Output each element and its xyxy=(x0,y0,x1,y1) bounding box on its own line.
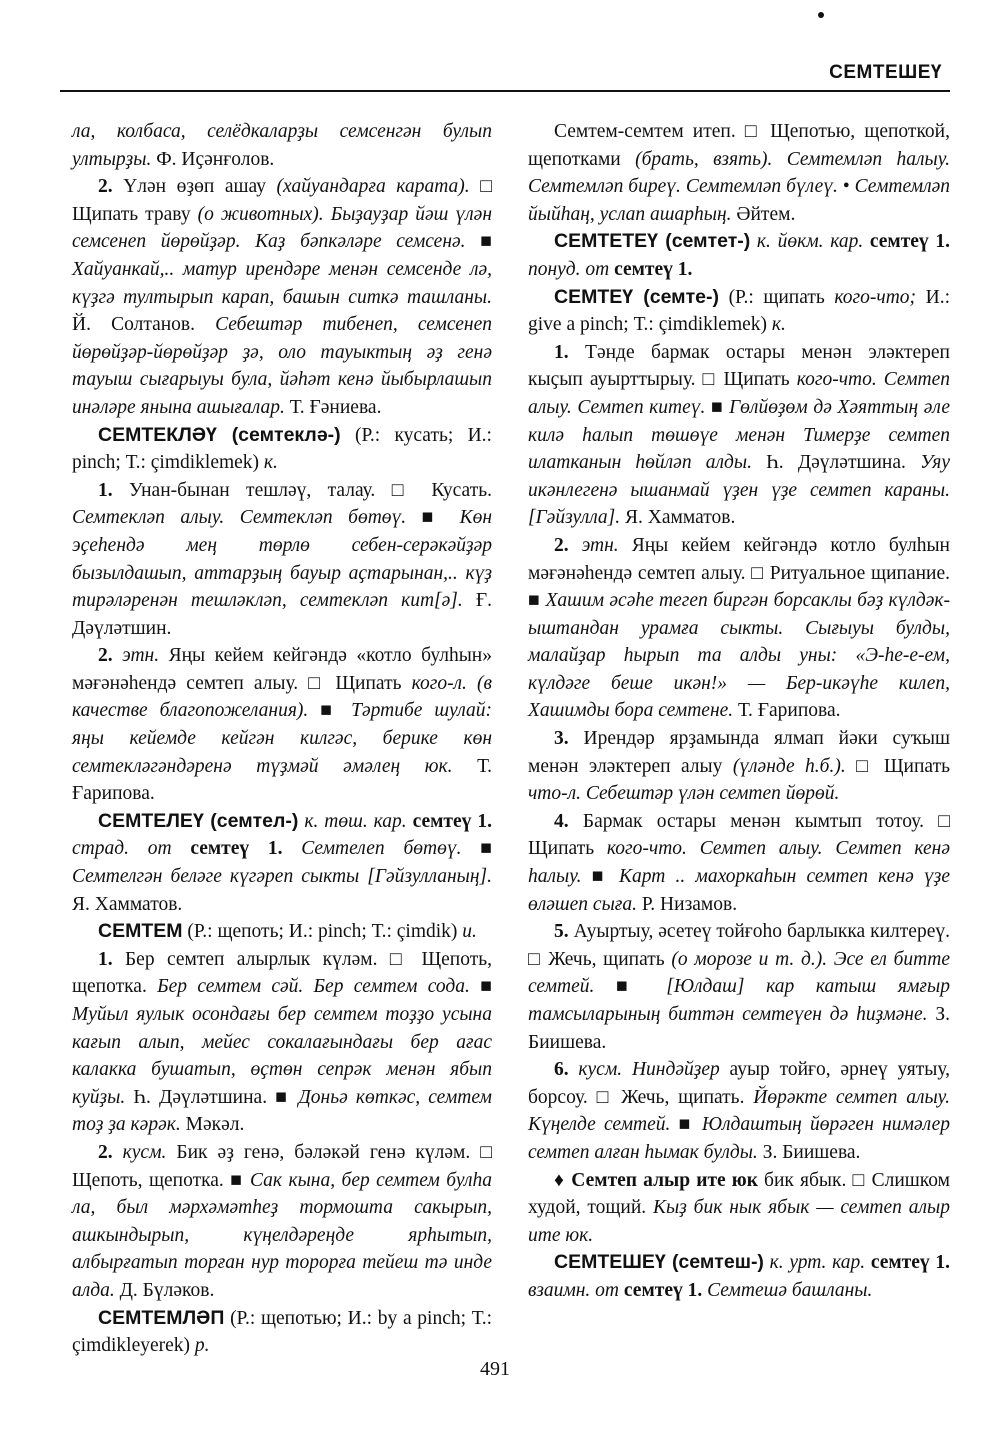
text-segment: Семтешә башланы. xyxy=(702,1279,873,1301)
text-segment: бик ябык. □ Слишком худой, тощий. xyxy=(528,1169,950,1219)
entry-headword: СЕМТЕЛЕҮ (семтел-) xyxy=(98,809,299,832)
text-segment: (о морозе и т. д.). Эсе ел битте семтей. xyxy=(528,948,950,998)
text-segment: (Р.: щепоть; И.: pinch; Т.: çimdik) xyxy=(182,921,463,943)
dictionary-paragraph xyxy=(528,918,950,1056)
text-segment: понуд. от xyxy=(528,258,610,280)
text-segment: семтеү 1. xyxy=(863,231,950,253)
text-segment: (Р.: щепотью; И.: by a pinch; Т.: çimdikleyerek) xyxy=(72,1307,492,1357)
text-segment: взаимн. от xyxy=(528,1279,620,1301)
text-segment: семтеү 1. xyxy=(406,810,492,832)
text-segment: ■ xyxy=(670,1114,702,1136)
text-segment: кого-что. Семтеп алыу. Семтеп китеү. xyxy=(528,369,950,418)
text-segment: что-л. Себештәр үлән семтеп йөрөй. xyxy=(528,783,840,805)
text-segment: З. Биишева. xyxy=(757,1141,861,1163)
text-segment: ■ xyxy=(465,231,492,253)
text-segment xyxy=(622,1059,632,1080)
text-segment: Уяу икәнлегенә ышанмай үҙен үҙе семтеп караны. [Гәйзулла]. xyxy=(528,452,950,529)
entry-headword: СЕМТЕҮ (семте-) xyxy=(554,285,719,308)
dictionary-paragraph xyxy=(528,725,950,808)
text-segment: ■ xyxy=(461,838,493,860)
text-segment: Көн эҫеһендә мең төрлө себен-серәкәйҙәр бызылдашып, аттарҙың бауыр аҫтарынан,.. күҙ тирәләренән тешләкләп, семтекләп кит[ә]. xyxy=(72,507,492,612)
dictionary-paragraph xyxy=(528,339,950,532)
right-column xyxy=(528,118,950,1305)
text-segment: Карт .. махоркаһын семтеп кенә үҙе өләшеп сыға. xyxy=(528,866,950,915)
text-segment: кого-что. Семтеп алыу. Семтеп кенә һалыу. xyxy=(528,838,950,888)
text-segment: Кыҙ бик нык ябык — семтеп алыр ите юк. xyxy=(528,1197,950,1246)
text-segment: Бик әҙ генә, бәләкәй генә күләм. □ Щепоть, щепотка. ■ xyxy=(72,1141,492,1191)
text-segment: 2. xyxy=(554,534,569,556)
text-segment: Һ. Дәүләтшина. xyxy=(125,1086,276,1108)
page-header xyxy=(60,58,950,92)
text-segment: ■ xyxy=(406,507,460,529)
text-segment: Семтем-семтем итеп. □ Щепотью, щепоткой, щепотками xyxy=(528,121,950,170)
text-segment: Семтелеп бөтөү. xyxy=(282,838,462,860)
text-segment: Семтекләп алыу. Семтекләп бөтөү. xyxy=(72,507,407,529)
text-segment: ■ xyxy=(581,866,619,888)
text-segment: Гөлйөҙөм дә Хәяттың әле килә һалып төшөүе менән Тимерҙе семтеп илатканын һөйләп алды. xyxy=(528,396,950,474)
text-segment: (Р.: щипать xyxy=(718,286,835,308)
text-segment: Т. Ғарипова. xyxy=(72,755,492,805)
text-segment: ■ xyxy=(308,700,352,722)
entry-headword: СЕМТЕКЛӘҮ (семтеклә-) xyxy=(98,423,341,446)
decorative-dot xyxy=(818,12,824,18)
text-segment: 2. xyxy=(98,176,113,198)
text-segment: 1. xyxy=(98,479,113,501)
text-segment: страд. от xyxy=(72,838,172,860)
text-segment: этн. xyxy=(112,645,160,667)
dictionary-paragraph xyxy=(72,1305,492,1360)
dictionary-paragraph xyxy=(72,918,492,946)
text-segment: Муйыл яулык осондағы бер семтем тоҙҙо усына кағып алып, мейес сокалағындағы бер ағас калакка бушатып, өҫтөн сепрәк менән ябып куйҙы. xyxy=(72,1004,492,1108)
text-segment: Әйтем. xyxy=(731,203,796,225)
text-segment: семтеү 1. xyxy=(865,1252,950,1274)
dictionary-paragraph xyxy=(528,1249,950,1304)
text-segment: кого-что; xyxy=(834,286,917,308)
text-segment: Я. Хамматов. xyxy=(72,893,183,915)
text-segment: Хайуанкай,.. матур ирендәре менән семсенде лә, күҙгә тултырып карап, башын ситкә ташланы. xyxy=(72,258,492,308)
text-segment: Т. Ғарипова. xyxy=(733,700,841,722)
text-segment: р. xyxy=(194,1335,210,1357)
text-segment: ■ xyxy=(594,976,667,998)
dictionary-paragraph xyxy=(528,532,950,725)
text-segment: ■ xyxy=(469,976,492,998)
running-headword: СЕМТЕШЕҮ xyxy=(829,62,942,83)
text-segment: к. xyxy=(771,314,786,336)
text-segment: Ирендәр ярҙамында ялмап йәки суҡыш менән эләктереп алыу xyxy=(528,728,950,777)
text-segment: к. урт. кар. xyxy=(763,1252,866,1274)
dictionary-paragraph xyxy=(528,228,950,283)
dictionary-paragraph xyxy=(528,808,950,918)
text-segment: Р. Низамов. xyxy=(637,893,738,915)
text-segment: 1. xyxy=(554,341,569,363)
text-segment: к. йөкм. кар. xyxy=(750,231,864,253)
text-segment: Тәртибе шулай: яңы кейемде кейгән килгәс, берике көн семтекләгәндәренә түҙмәй әмәлең юк. xyxy=(72,700,493,777)
text-segment: 5. xyxy=(554,921,569,943)
dictionary-paragraph xyxy=(528,1167,950,1250)
dictionary-paragraph xyxy=(528,118,950,228)
text-segment: к. төш. кар. xyxy=(298,810,407,832)
dictionary-paragraph xyxy=(72,642,492,808)
text-segment: 4. xyxy=(554,810,569,832)
text-segment: Унан-бынан тешләү, талау. □ Кусать. xyxy=(112,479,492,501)
text-segment: ла, колбаса, селёдкаларҙы семсенгән булып ултырҙы. xyxy=(72,121,492,170)
text-segment: (үләнде һ.б.). xyxy=(732,755,846,777)
text-segment: Й. Солтанов. xyxy=(72,314,216,336)
text-segment: И.: give a pinch; Т.: çimdiklemek) xyxy=(528,286,950,336)
text-segment: Тәнде бармак остары менән эләктереп кыҫып ауырттырыу. □ Щипать xyxy=(528,341,950,391)
text-segment: Ф. Иҫәнғолов. xyxy=(151,148,275,170)
text-segment: Яңы кейем кейгәндә «котло булһын» мәғәнәһендә семтеп алыу. □ Щипать xyxy=(72,645,492,694)
entry-headword: СЕМТЕМЛӘП xyxy=(98,1306,225,1329)
text-segment: ■ Доньә көткәс, семтем тоҙ ҙа кәрәк. xyxy=(72,1086,492,1136)
text-segment: 2. xyxy=(98,1141,113,1163)
text-segment: Ауыртыу, әсетеү тойғоһо барлыкка килтереү. □ Жечь, щипать xyxy=(528,921,950,970)
text-segment: Семтемләп йыйһаң, услап ашарһың. xyxy=(528,176,950,225)
text-segment: Йөрәкте семтеп алыу. Күңелде семтей. xyxy=(528,1086,950,1136)
text-segment: Ғ. Дәүләтшин. xyxy=(72,590,492,639)
text-segment: З. Биишева. xyxy=(528,1004,950,1053)
page-number: 491 xyxy=(480,1358,510,1380)
dictionary-paragraph xyxy=(72,118,492,173)
text-segment: (о животных). Быҙауҙар йәш үлән семсенеп йөрөйҙәр. Каҙ бәпкәләре семсенә. xyxy=(72,203,492,253)
text-segment: Һ. Дәүләтшина. xyxy=(751,452,921,474)
text-segment: семтеү 1. xyxy=(609,258,693,280)
text-segment: Бер семтем сәй. Бер семтем сода. xyxy=(157,976,470,998)
text-segment: ♦ Семтеп алыр ите юк xyxy=(554,1169,758,1191)
dictionary-paragraph xyxy=(528,1056,950,1166)
text-segment: кусм. xyxy=(112,1141,167,1163)
dictionary-paragraph xyxy=(72,173,492,421)
dictionary-paragraph xyxy=(72,946,492,1139)
text-segment: ■ xyxy=(705,396,730,418)
text-segment: Ниндәйҙер xyxy=(631,1059,720,1081)
text-segment: (брать, взять). Семтемләп һалыу. Семтемләп биреү. Семтемләп бүлеү. xyxy=(528,148,950,198)
text-segment: Мәкәл. xyxy=(180,1114,245,1136)
text-segment: 2. xyxy=(98,645,113,667)
entry-headword: СЕМТЕМ xyxy=(98,920,183,943)
text-segment: 3. xyxy=(554,728,569,750)
text-segment: □ Щипать траву xyxy=(72,176,492,225)
text-segment: (Р.: кусать; И.: pinch; Т.: çimdiklemek) xyxy=(72,424,492,474)
text-segment: 1. xyxy=(98,948,113,970)
text-segment: к. xyxy=(263,452,278,474)
dictionary-paragraph xyxy=(72,477,492,643)
text-segment: семтеү 1. xyxy=(619,1279,703,1301)
left-column xyxy=(72,118,492,1360)
text-segment: Д. Бүләков. xyxy=(114,1279,215,1301)
text-segment: 6. xyxy=(554,1059,569,1081)
text-segment: кусм. xyxy=(568,1059,623,1081)
text-segment: Т. Ғәниева. xyxy=(284,396,382,418)
entry-headword: СЕМТЕТЕҮ (семтет-) xyxy=(554,230,751,253)
entry-headword: СЕМТЕШЕҮ (семтеш-) xyxy=(554,1251,764,1274)
text-segment: Себештәр тибенеп, семсенеп йөрөйҙәр-йөрөйҙәр ҙә, оло тауыктың әҙ генә тауыш сығарыуы була, йәһәт кенә йыбырлашып инәләре янына ашығалар. xyxy=(72,314,492,418)
text-segment: Юлдаштың йөрәген нимәлер семтеп алған һымак булды. xyxy=(528,1114,950,1163)
dictionary-paragraph xyxy=(72,808,492,918)
text-segment: Семтелгән беләге күгәреп сыкты [Гәйзулланың]. xyxy=(72,866,492,888)
text-segment: Бер семтеп алырлык күләм. □ Щепоть, щепотка. xyxy=(72,948,492,998)
text-segment: • xyxy=(837,176,855,198)
text-segment: Бармак остары менән кымтып тотоу. □ Щипать xyxy=(528,810,950,860)
dictionary-paragraph xyxy=(72,1139,492,1305)
text-segment: Хашим әсәһе тегеп биргән борсаклы бәҙ күлдәк-ыштандан урамға сыкты. Сығыуы булды, малайҙар һырып та алды уны: «Э-һе-е-ем, күлдәге беше икән!» — Бер-икәүһе килеп, Хашимды бора семтене. xyxy=(528,590,950,722)
text-segment: □ Щипать xyxy=(845,755,950,777)
text-segment: ауыр тойғо, әрнеү уятыу, борсоу. □ Жечь, щипать. xyxy=(528,1059,950,1108)
dictionary-paragraph xyxy=(72,422,492,477)
text-segment: и. xyxy=(462,921,477,943)
text-segment: (хайуандарға карата). xyxy=(276,176,470,198)
text-segment: семтеү 1. xyxy=(171,838,283,860)
text-segment: кого-л. (в качестве благопожелания). xyxy=(72,672,492,722)
text-segment: Сак кына, бер семтем булһа ла, был мәрхәмәтһеҙ тормошта сакырып, ашкындырып, күңелдәреңде ярһытып, албырғатып торған нур торорға тейеш тә инде алда. xyxy=(72,1169,492,1301)
text-segment: Яңы кейем кейгәндә котло булһын мәғәнәһендә семтеп алыу. □ Ритуальное щипание. ■ xyxy=(528,534,950,612)
dictionary-paragraph xyxy=(528,284,950,339)
text-segment: этн. xyxy=(568,534,619,556)
text-segment: Я. Хамматов. xyxy=(620,507,736,529)
text-segment: Үлән өҙөп ашау xyxy=(112,176,277,198)
text-segment: [Юлдаш] кар катыш ямғыр тамсыларының биттән семтеүен дә һиҙмәне. xyxy=(528,976,950,1025)
